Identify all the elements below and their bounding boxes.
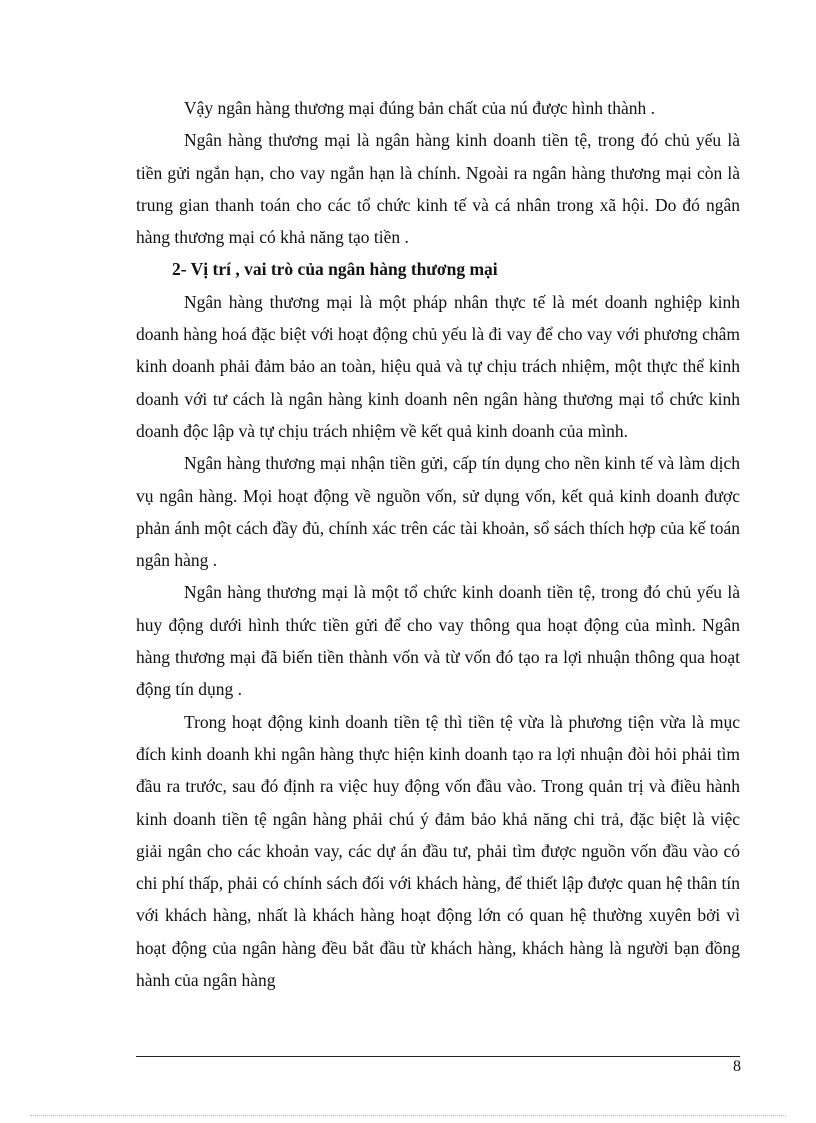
page-number: 8 (733, 1058, 741, 1075)
section-heading: 2- Vị trí , vai trò của ngân hàng thương mại (172, 259, 498, 280)
document-body (136, 92, 740, 996)
paragraph: Ngân hàng thương mại là ngân hàng kinh doanh tiền tệ, trong đó chủ yếu là tiền gửi ngắn hạn, cho vay ngắn hạn là chính. Ngoài ra ngân hàng thương mại còn là trung gian thanh toán cho các tổ chức kinh tế và cá nhân trong xã hội. Do đó ngân hàng thương mại có khả năng tạo tiền . (136, 130, 740, 248)
page-bottom-divider (30, 1115, 786, 1116)
footer-divider (136, 1056, 740, 1057)
paragraph: Ngân hàng thương mại là một pháp nhân thực tế là mét doanh nghiệp kinh doanh hàng hoá đặc biệt với hoạt động chủ yếu là đi vay để cho vay với phương châm kinh doanh phải đảm bảo an toàn, hiệu quả và tự chịu trách nhiệm, một thực thể kinh doanh với tư cách là ngân hàng kinh doanh nên ngân hàng thương mại tổ chức kinh doanh độc lập và tự chịu trách nhiệm về kết quả kinh doanh của mình. (136, 291, 740, 441)
paragraph: Ngân hàng thương mại nhận tiền gửi, cấp tín dụng cho nền kinh tế và làm dịch vụ ngân hàng. Mọi hoạt động về nguồn vốn, sử dụng vốn, kết quả kinh doanh được phản ánh một cách đầy đủ, chính xác trên các tài khoản, sổ sách thích hợp của kế toán ngân hàng . (136, 453, 740, 571)
paragraph: Ngân hàng thương mại là một tổ chức kinh doanh tiền tệ, trong đó chủ yếu là huy động dưới hình thức tiền gửi để cho vay thông qua hoạt động của mình. Ngân hàng thương mại đã biến tiền thành vốn và từ vốn đó tạo ra lợi nhuận thông qua hoạt động tín dụng . (136, 582, 740, 700)
paragraph: Vậy ngân hàng thương mại đúng bản chất của nú được hình thành . (184, 98, 655, 118)
paragraph: Trong hoạt động kinh doanh tiền tệ thì tiền tệ vừa là phương tiện vừa là mục đích kinh doanh khi ngân hàng thực hiện kinh doanh tạo ra lợi nhuận đòi hỏi phải tìm đầu ra trước, sau đó định ra việc huy động vốn đầu vào. Trong quản trị và điều hành kinh doanh tiền tệ ngân hàng phải chú ý đảm bảo khả năng chi trả, đặc biệt là việc giải ngân cho các khoản vay, các dự án đầu tư, phải tìm được nguồn vốn đầu vào có chi phí thấp, phải có chính sách đối với khách hàng, để thiết lập được quan hệ thân tín với khách hàng, nhất là khách hàng hoạt động lớn có quan hệ thường xuyên bởi vì hoạt động của ngân hàng đều bắt đầu từ khách hàng, khách hàng là người bạn đồng hành của ngân hàng (136, 711, 740, 991)
